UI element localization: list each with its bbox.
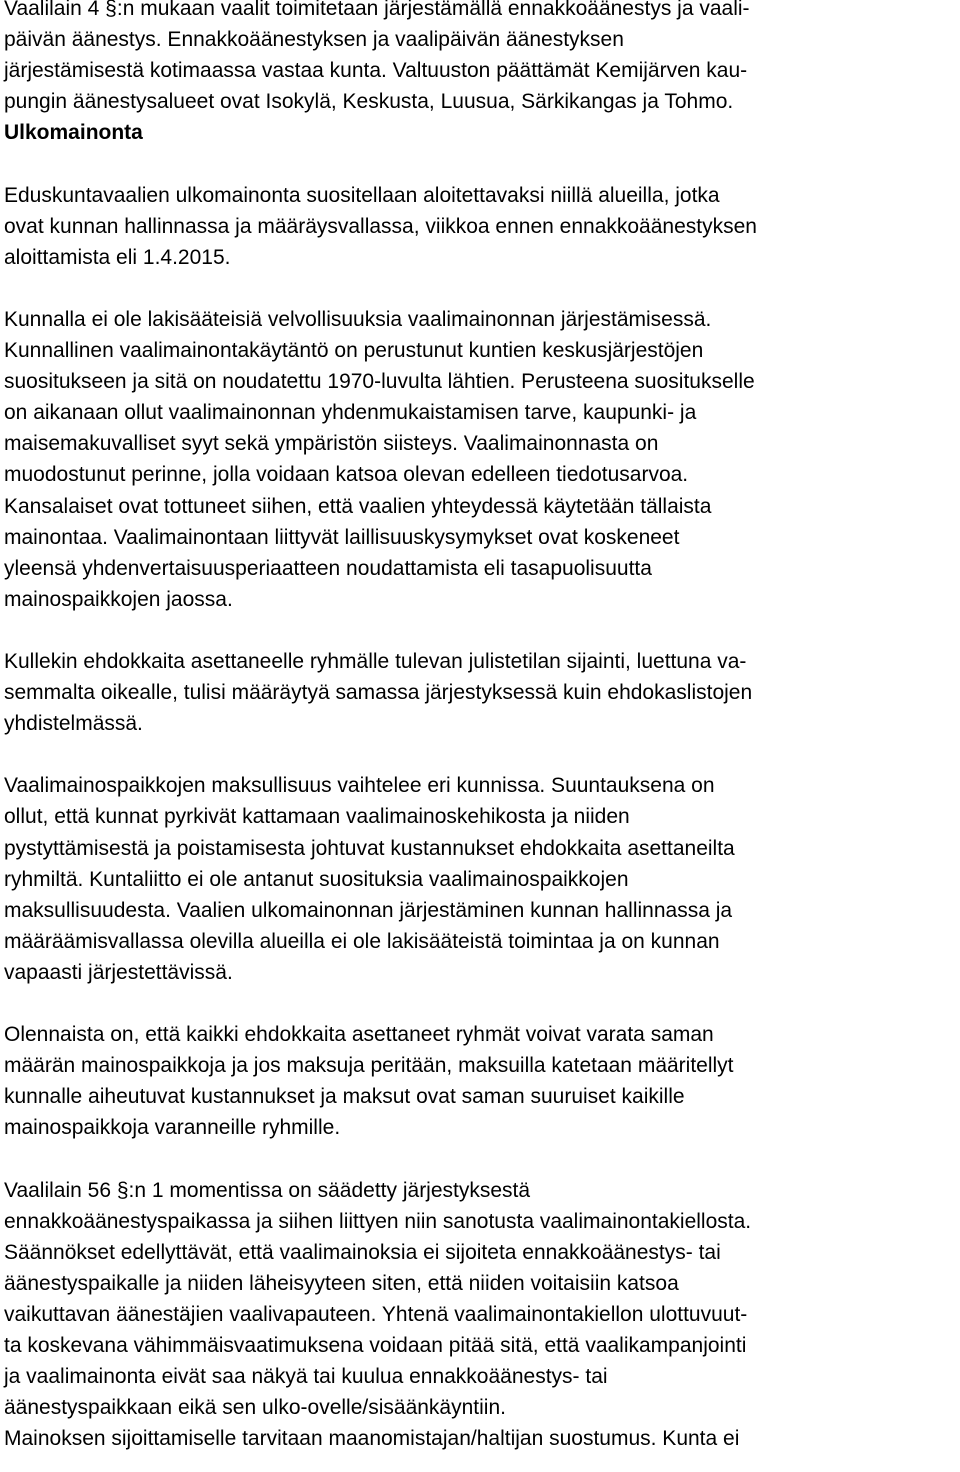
text-line: vaikuttavan äänestäjien vaalivapauteen. Yhtenä vaalimainontakiellon ulottuvuut- xyxy=(4,1302,748,1326)
paragraph-spacer xyxy=(4,273,958,304)
text-line: vapaasti järjestettävissä. xyxy=(4,960,233,984)
text-line: ja vaalimainonta eivät saa näkyä tai kuulua ennakkoäänestys- tai xyxy=(4,1365,608,1389)
text-line: Vaalilain 4 §:n mukaan vaalit toimitetaan järjestämällä ennakkoäänestys ja vaali- xyxy=(4,0,750,20)
paragraph-spacer xyxy=(4,615,958,646)
text-line: mainospaikkojen jaossa. xyxy=(4,587,233,611)
text-line: Olennaista on, että kaikki ehdokkaita asettaneet ryhmät voivat varata saman xyxy=(4,1023,714,1047)
paragraph-spacer xyxy=(4,1143,958,1174)
text-line: Kansalaiset ovat tottuneet siihen, että vaalien yhteydessä käytetään tällaista xyxy=(4,494,712,518)
text-line: maisemakuvalliset syyt sekä ympäristön siisteys. Vaalimainonnasta on xyxy=(4,432,659,456)
text-line: ryhmiltä. Kuntaliitto ei ole antanut suosituksia vaalimainospaikkojen xyxy=(4,867,629,891)
text-line: Kunnallinen vaalimainontakäytäntö on perustunut kuntien keskusjärjestöjen xyxy=(4,339,704,363)
text-line: yhdistelmässä. xyxy=(4,712,143,736)
text-line: Vaalimainospaikkojen maksullisuus vaihtelee eri kunnissa. Suuntauksena on xyxy=(4,774,715,798)
paragraph-spacer xyxy=(4,988,958,1019)
document-page xyxy=(4,0,958,1454)
text-line: Mainoksen sijoittamiselle tarvitaan maanomistajan/haltijan suostumus. Kunta ei xyxy=(4,1427,740,1451)
text-line: ennakkoäänestyspaikassa ja siihen liittyen niin sanotusta vaalimainontakiellosta. xyxy=(4,1209,752,1233)
intro-paragraph xyxy=(4,0,958,117)
text-line: kunnalle aiheutuvat kustannukset ja maksut ovat saman suuruiset kaikille xyxy=(4,1085,685,1109)
text-line: ollut, että kunnat pyrkivät kattamaan vaalimainoskehikosta ja niiden xyxy=(4,805,630,829)
text-line: Vaalilain 56 §:n 1 momentissa on säädetty järjestyksestä xyxy=(4,1178,531,1202)
paragraph-advertising-ban xyxy=(4,1175,958,1455)
text-line: Kullekin ehdokkaita asettaneelle ryhmälle tulevan julistetilan sijainti, luettuna va- xyxy=(4,649,747,673)
paragraph-start-date xyxy=(4,180,958,273)
text-line: mainospaikkoja varanneille ryhmille. xyxy=(4,1116,341,1140)
text-line: Säännökset edellyttävät, että vaalimainoksia ei sijoiteta ennakkoäänestys- tai xyxy=(4,1240,721,1264)
text-line: ta koskevana vähimmäisvaatimuksena voidaan pitää sitä, että vaalikampanjointi xyxy=(4,1334,747,1358)
paragraph-obligations xyxy=(4,304,958,615)
text-line: suositukseen ja sitä on noudatettu 1970-luvulta lähtien. Perusteena suositukselle xyxy=(4,370,755,394)
text-line: aloittamista eli 1.4.2015. xyxy=(4,245,231,269)
text-line: semmalta oikealle, tulisi määräytyä samassa järjestyksessä kuin ehdokaslistojen xyxy=(4,681,753,705)
text-line: äänestyspaikkaan eikä sen ulko-ovelle/sisäänkäyntiin. xyxy=(4,1396,506,1420)
text-line: ovat kunnan hallinnassa ja määräysvallassa, viikkoa ennen ennakkoäänestyksen xyxy=(4,214,757,238)
text-line: pystyttämisestä ja poistamisesta johtuvat kustannukset ehdokkaita asettaneilta xyxy=(4,836,735,860)
text-line: Kunnalla ei ole lakisääteisiä velvollisuuksia vaalimainonnan järjestämisessä. xyxy=(4,307,712,331)
text-line: pungin äänestysalueet ovat Isokylä, Keskusta, Luusua, Särkikangas ja Tohmo. xyxy=(4,90,734,114)
paragraph-spacer xyxy=(4,739,958,770)
text-line: päivän äänestys. Ennakkoäänestyksen ja vaalipäivän äänestyksen xyxy=(4,28,624,52)
text-line: äänestyspaikalle ja niiden läheisyyteen siten, että niiden voitaisiin katsoa xyxy=(4,1271,679,1295)
section-heading: Ulkomainonta xyxy=(4,121,143,145)
paragraph-fees xyxy=(4,770,958,988)
text-line: on aikanaan ollut vaalimainonnan yhdenmukaistamisen tarve, kaupunki- ja xyxy=(4,401,697,425)
text-line: yleensä yhdenvertaisuusperiaatteen noudattamista eli tasapuolisuutta xyxy=(4,556,652,580)
text-line: mainontaa. Vaalimainontaan liittyvät laillisuuskysymykset ovat koskeneet xyxy=(4,525,680,549)
paragraph-poster-order xyxy=(4,646,958,739)
text-line: määräämisvallassa olevilla alueilla ei ole lakisääteistä toimintaa ja on kunnan xyxy=(4,929,720,953)
paragraph-equal-treatment xyxy=(4,1019,958,1143)
paragraph-spacer xyxy=(4,148,958,179)
text-line: maksullisuudesta. Vaalien ulkomainonnan järjestäminen kunnan hallinnassa ja xyxy=(4,898,733,922)
text-line: Eduskuntavaalien ulkomainonta suositellaan aloitettavaksi niillä alueilla, jotka xyxy=(4,183,720,207)
text-line: muodostunut perinne, jolla voidaan katsoa olevan edelleen tiedotusarvoa. xyxy=(4,463,689,487)
text-line: järjestämisestä kotimaassa vastaa kunta. Valtuuston päättämät Kemijärven kau- xyxy=(4,59,748,83)
text-line: määrän mainospaikkoja ja jos maksuja peritään, maksuilla katetaan määritellyt xyxy=(4,1054,734,1078)
